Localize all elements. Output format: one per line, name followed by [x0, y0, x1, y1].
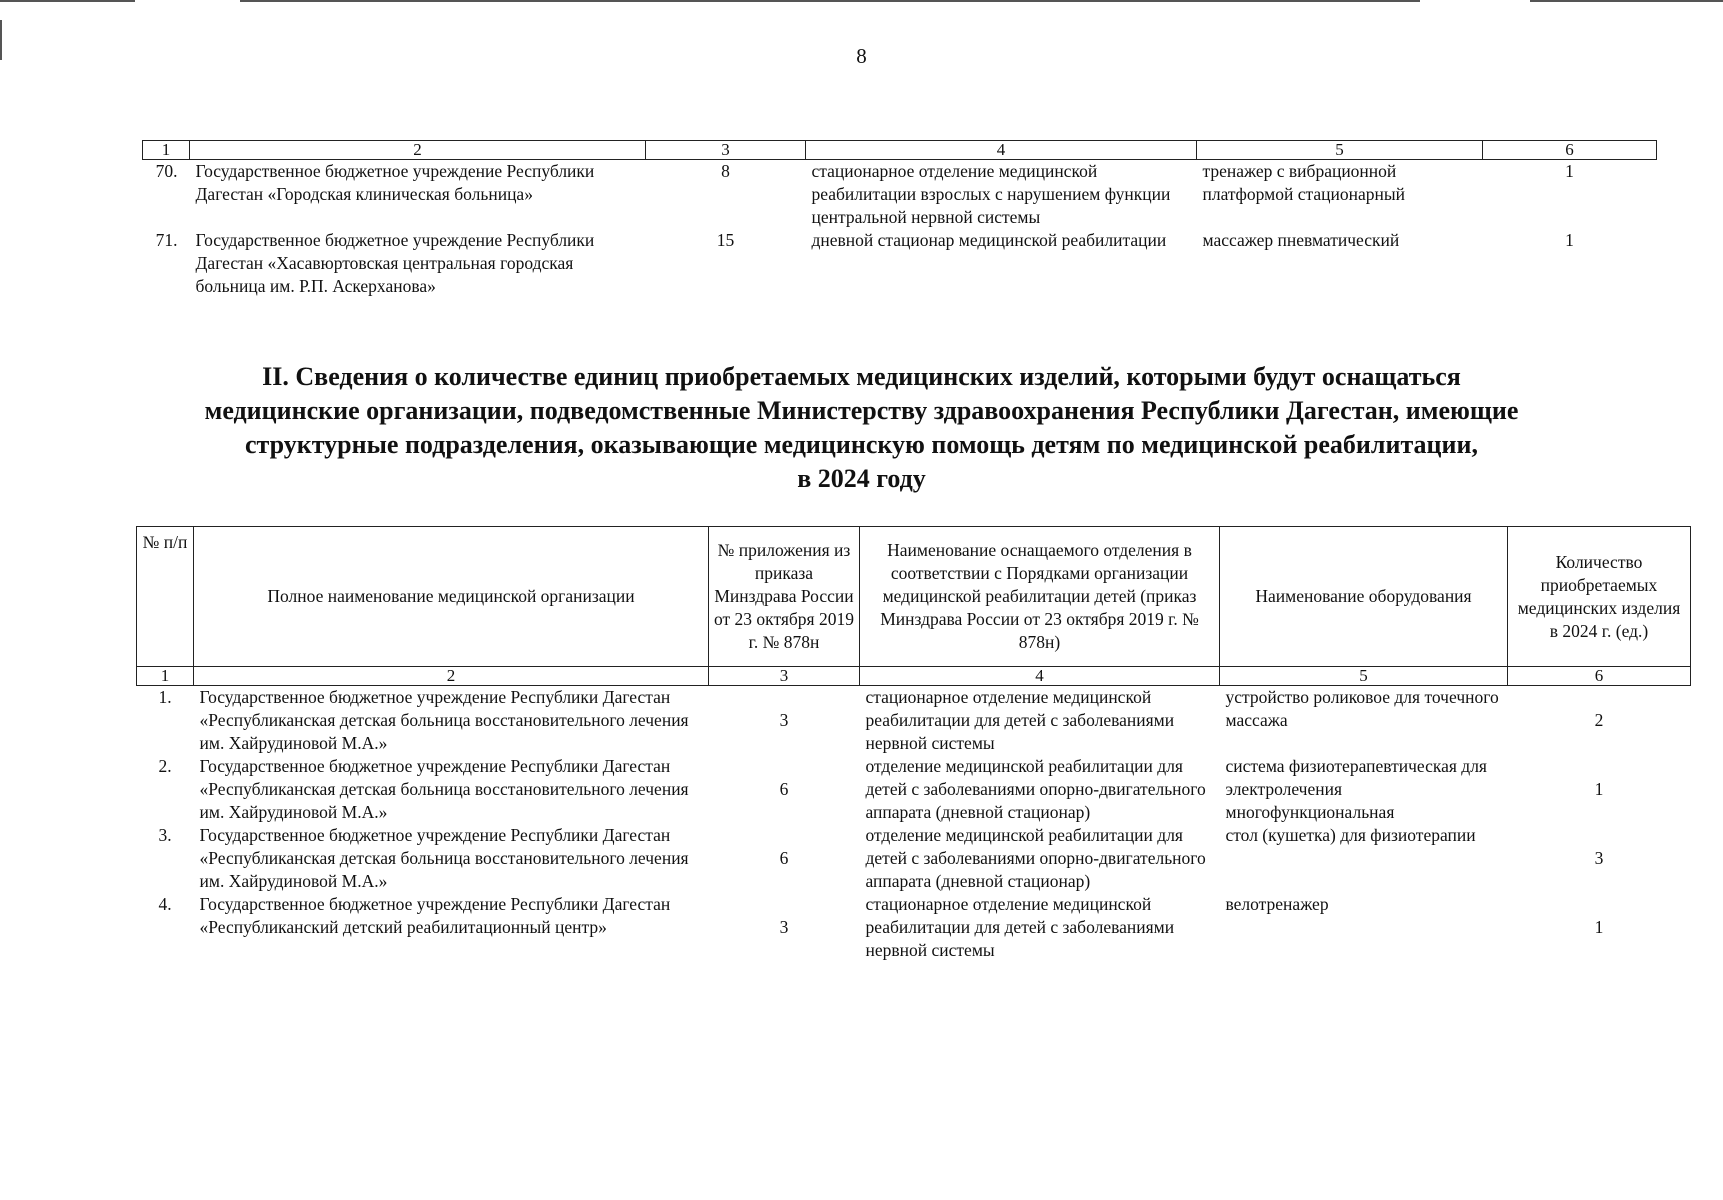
header-department: Наименование оснащаемого отделения в соответствии с Порядками организации медицинской реабилитации детей (приказ Минздрава России от 23 октября 2019 г. № 878н) — [860, 527, 1220, 667]
quantity: 3 — [1594, 848, 1604, 868]
appendix-number: 15 — [716, 230, 735, 250]
equipment-name: система физиотерапевтическая для электролечения многофункциональная — [1225, 756, 1487, 822]
column-number-row — [137, 667, 1691, 686]
table-row — [137, 824, 1691, 893]
column-number: 6 — [1483, 141, 1657, 160]
section-title-line: структурные подразделения, оказывающие медицинскую помощь детям по медицинской реабилитации, — [245, 430, 1478, 459]
section-title-line: медицинские организации, подведомственные Министерству здравоохранения Республики Дагестан, имеющие — [204, 396, 1519, 425]
equipment-name: стол (кушетка) для физиотерапии — [1225, 825, 1476, 845]
organization-name: Государственное бюджетное учреждение Республики Дагестан «Хасавюртовская центральная городская больница им. Р.П. Аскерханова» — [195, 230, 595, 296]
row-number: 4. — [158, 894, 172, 914]
quantity: 1 — [1565, 161, 1574, 181]
organization-name: Государственное бюджетное учреждение Республики Дагестан «Республиканская детская больница восстановительного лечения им. Хайрудиновой М.А.» — [199, 825, 689, 891]
table-row — [137, 686, 1691, 756]
column-number: 1 — [137, 667, 194, 686]
scan-edge-line — [0, 0, 135, 2]
scan-edge-line — [240, 0, 1420, 2]
section-title — [0, 360, 1723, 496]
equipment-name: тренажер с вибрационной платформой стационарный — [1202, 161, 1405, 204]
equipment-table — [136, 526, 1691, 962]
table-row — [137, 755, 1691, 824]
scan-edge-line — [1530, 0, 1723, 2]
header-equipment: Наименование оборудования — [1220, 527, 1508, 667]
row-number: 71. — [155, 230, 178, 250]
column-number: 1 — [143, 141, 190, 160]
column-number: 3 — [646, 141, 806, 160]
department-name: отделение медицинской реабилитации для детей с заболеваниями опорно-двигательного аппарата (дневной стационар) — [865, 756, 1206, 822]
column-number: 6 — [1508, 667, 1691, 686]
table-row — [143, 160, 1657, 230]
appendix-number: 6 — [779, 779, 789, 799]
organization-name: Государственное бюджетное учреждение Республики Дагестан «Республиканский детский реабилитационный центр» — [199, 894, 671, 937]
department-name: дневной стационар медицинской реабилитации — [811, 230, 1167, 250]
quantity: 1 — [1565, 230, 1574, 250]
row-number: 1. — [158, 687, 172, 707]
appendix-number: 3 — [779, 917, 789, 937]
table-row — [137, 893, 1691, 962]
quantity: 2 — [1594, 710, 1604, 730]
section-title-line: в 2024 году — [797, 464, 926, 493]
appendix-number: 8 — [721, 161, 730, 181]
table-row — [143, 229, 1657, 298]
organization-name: Государственное бюджетное учреждение Республики Дагестан «Городская клиническая больница» — [195, 161, 595, 204]
header-number: № п/п — [137, 527, 194, 667]
department-name: стационарное отделение медицинской реабилитации для детей с заболеваниями нервной системы — [865, 687, 1175, 753]
department-name: отделение медицинской реабилитации для детей с заболеваниями опорно-двигательного аппарата (дневной стационар) — [865, 825, 1206, 891]
table-continuation — [142, 140, 1657, 298]
column-number: 2 — [190, 141, 646, 160]
department-name: стационарное отделение медицинской реабилитации для детей с заболеваниями нервной системы — [865, 894, 1175, 960]
table-header-row — [137, 527, 1691, 667]
column-number: 4 — [860, 667, 1220, 686]
header-organization: Полное наименование медицинской организации — [194, 527, 709, 667]
header-quantity: Количество приобретаемых медицинских изделия в 2024 г. (ед.) — [1508, 527, 1691, 667]
equipment-name: велотренажер — [1225, 894, 1329, 914]
appendix-number: 6 — [779, 848, 789, 868]
header-appendix: № приложения из приказа Минздрава России от 23 октября 2019 г. № 878н — [709, 527, 860, 667]
quantity: 1 — [1594, 779, 1604, 799]
row-number: 3. — [158, 825, 172, 845]
organization-name: Государственное бюджетное учреждение Республики Дагестан «Республиканская детская больница восстановительного лечения им. Хайрудиновой М.А.» — [199, 756, 689, 822]
appendix-number: 3 — [779, 710, 789, 730]
department-name: стационарное отделение медицинской реабилитации взрослых с нарушением функции центральной нервной системы — [811, 161, 1171, 227]
page-number: 8 — [856, 44, 867, 68]
column-number: 5 — [1220, 667, 1508, 686]
row-number: 70. — [155, 161, 178, 181]
column-number: 5 — [1197, 141, 1483, 160]
organization-name: Государственное бюджетное учреждение Республики Дагестан «Республиканская детская больница восстановительного лечения им. Хайрудиновой М.А.» — [199, 687, 689, 753]
section-title-line: II. Сведения о количестве единиц приобретаемых медицинских изделий, которыми будут оснащаться — [262, 362, 1461, 391]
quantity: 1 — [1594, 917, 1604, 937]
row-number: 2. — [158, 756, 172, 776]
column-number: 3 — [709, 667, 860, 686]
equipment-name: устройство роликовое для точечного массажа — [1225, 687, 1499, 730]
equipment-name: массажер пневматический — [1202, 230, 1400, 250]
column-number: 2 — [194, 667, 709, 686]
column-number-row — [143, 141, 1657, 160]
column-number: 4 — [806, 141, 1197, 160]
